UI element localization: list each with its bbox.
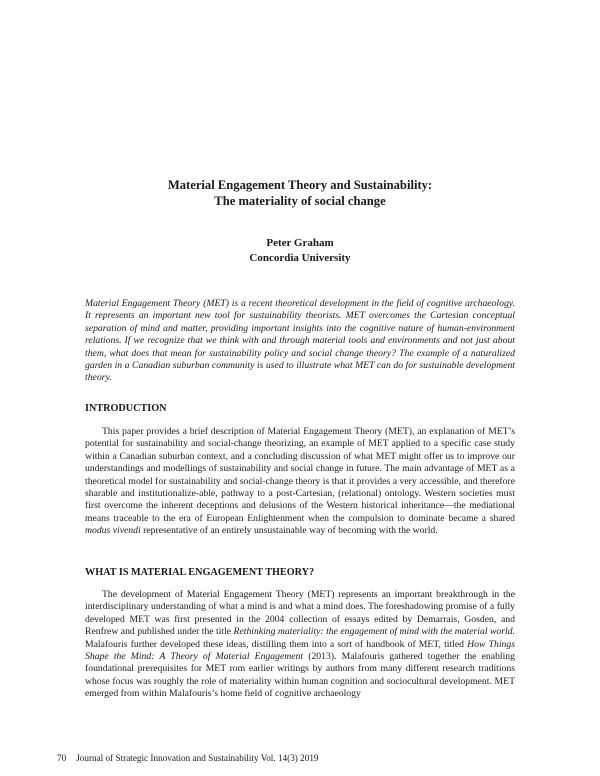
abstract: Material Engagement Theory (MET) is a recent theoretical development in the field of cognitive archaeology. It represents an important new tool for sustainability theorists. MET overcomes the Cartesian conceptual separation of mind and matter, providing important insights into the cognitive nature of human-environment relations. If we recognize that we think with and through material tools and environments and not just about them, what does that mean for sustainability policy and social change theory? The example of a naturalized garden in a Canadian suburban community is used to illustrate what MET can do for sustainable development theory. [85, 298, 515, 384]
journal-citation: Journal of Strategic Innovation and Sustainability Vol. 14(3) 2019 [76, 753, 319, 763]
met-italic-title-2: How Things Shape the Mind: A Theory of Material Engagement [85, 638, 515, 663]
met-text-b: Malafouris further developed these ideas, distilling them into a sort of handbook of MET, titled [85, 638, 468, 650]
intro-text-a: This paper provides a brief description of Material Engagement Theory (MET), an explanation of MET’s potential for sustainability and social-change theorizing, an example of MET applied to a specific case study within a Canadian suburban context, and a concluding discussion of what MET might offer us to improve our understandings and modellings of sustainability and social change in future. The main advantage of MET as a theoretical model for sustainability and social-change theory is that it provides a very accessible, and therefore sharable and institutionalize-able, pathway to a post-Cartesian, (relational) ontology. Western societies must first overcome the inherent deceptions and delusions of the Western historical inheritance—the mediational means traceable to the era of European Enlightenment when the compulsion to dominate became a shared [85, 426, 515, 524]
author-block [0, 236, 600, 266]
author-affiliation: Concordia University [249, 252, 351, 264]
met-text-c: (2013). Malafouris gathered together the enabling foundational prerequisites for MET rom earlier writings by authors from many different research traditions whose focus was roughly the role of materiality within human cognition and sociocultural development. MET emerged from within Malafouris’s home field of cognitive archaeology [85, 651, 515, 700]
page-number: 70 [57, 753, 67, 763]
met-section-heading: WHAT IS MATERIAL ENGAGEMENT THEORY? [85, 567, 315, 578]
met-text-a: The development of Material Engagement Theory (MET) represents an important breakthrough in the interdisciplinary understanding of what a mind is and what a mind does. The foreshadowing promise of a fully developed MET was first presented in the 2004 collection of essays edited by Demarrais, Gosden, and Renfrew and published under the title [85, 589, 515, 638]
intro-italic-term: modus vivendi [85, 525, 141, 537]
author-name: Peter Graham [266, 237, 334, 249]
page-footer [57, 752, 319, 764]
met-italic-title-1: Rethinking materiality: the engagement of mind with the material world. [233, 626, 515, 638]
title-line-2: The materiality of social change [214, 194, 386, 208]
met-section-paragraph [85, 589, 515, 701]
article-title [0, 177, 600, 209]
introduction-heading: INTRODUCTION [85, 403, 167, 414]
introduction-paragraph [85, 426, 515, 538]
title-line-1: Material Engagement Theory and Sustainability: [167, 178, 433, 192]
intro-text-b: representative of an entirely unsustainable way of becoming with the world. [140, 525, 438, 537]
